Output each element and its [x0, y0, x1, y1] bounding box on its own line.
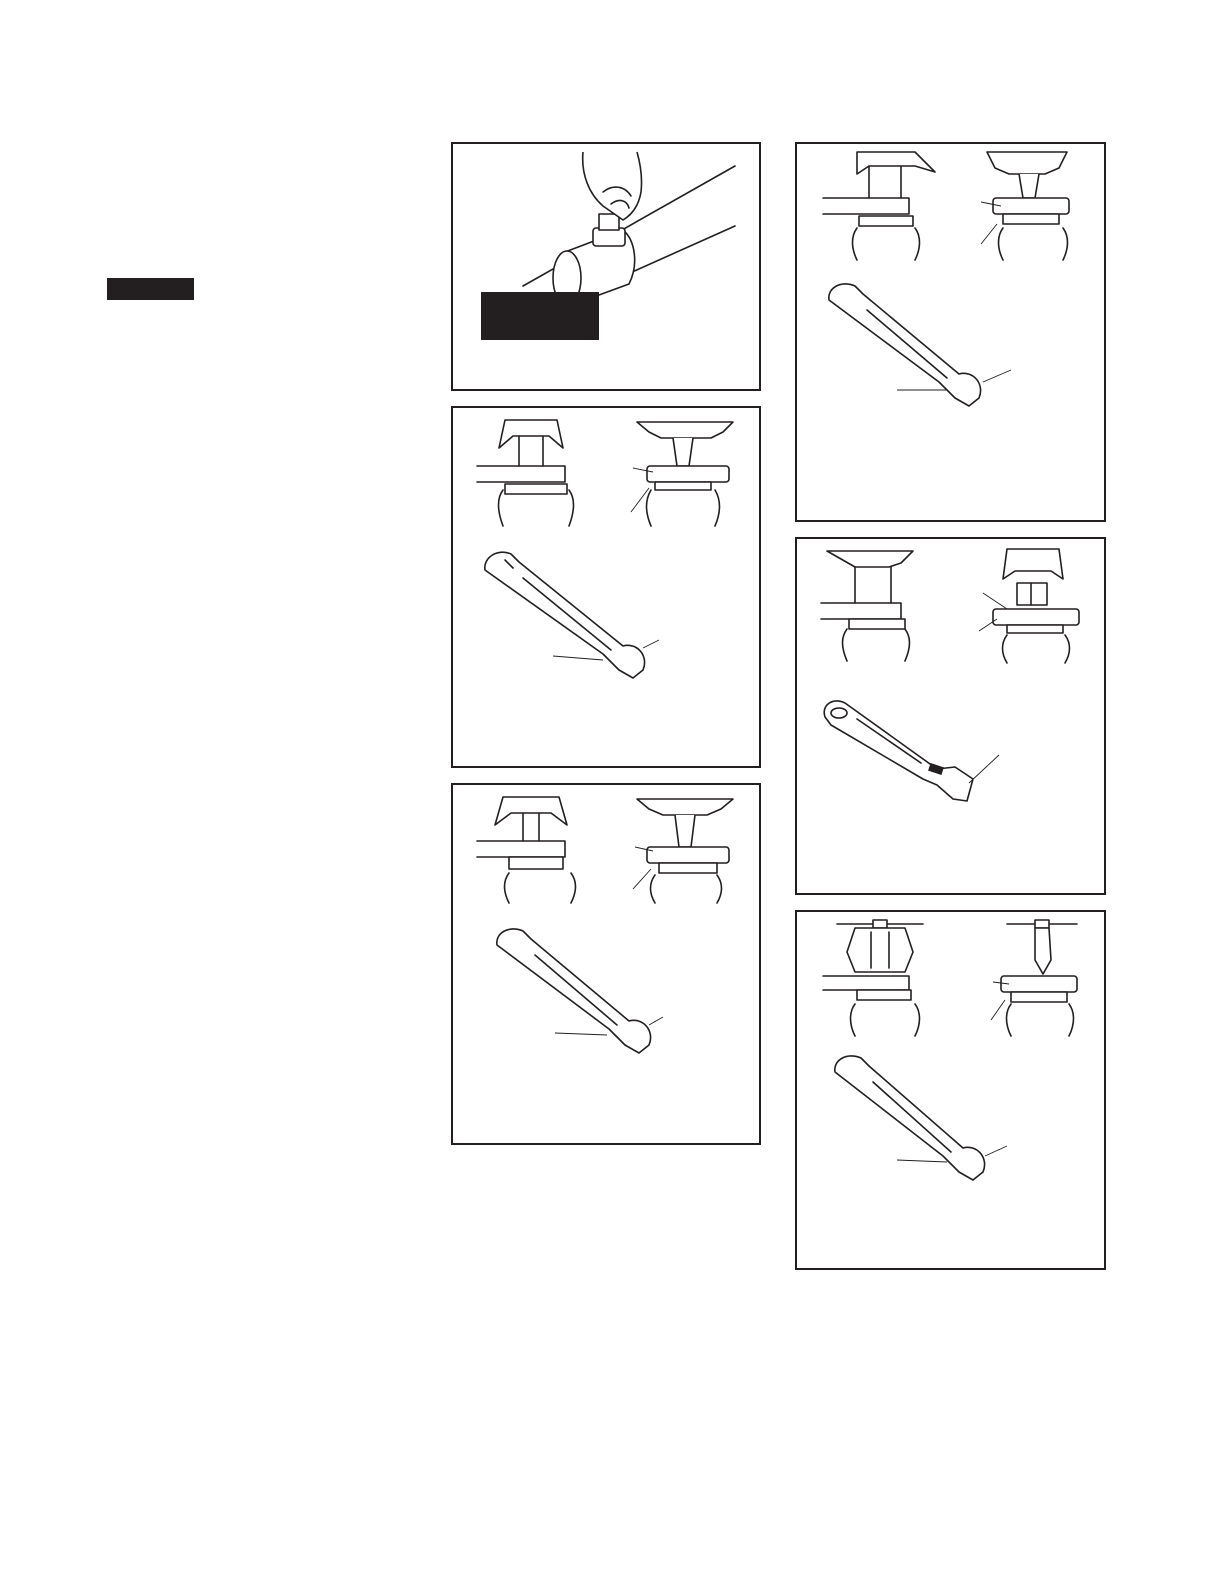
figure-valve-on-pipe: [451, 142, 761, 391]
sprinkler-head-icon: [823, 152, 935, 260]
sprinkler-head-icon-side: [991, 920, 1077, 1036]
adjustable-wrench-icon: [824, 701, 999, 801]
figure-sprinkler-e: [795, 910, 1106, 1270]
sprinkler-wrench-illustration-b: [453, 785, 759, 1143]
sprinkler-head-icon: [821, 551, 913, 661]
sprinkler-wrench-illustration-d: [797, 539, 1104, 893]
figure-sprinkler-b: [451, 783, 761, 1145]
open-end-wrench-icon: [835, 1056, 1007, 1180]
sprinkler-head-icon-side: [633, 799, 733, 903]
sprinkler-wrench-illustration-a: [453, 408, 759, 766]
sprinkler-head-icon: [823, 920, 923, 1036]
open-end-wrench-icon: [497, 929, 663, 1053]
valve-pipe-illustration: [453, 144, 759, 389]
sprinkler-head-icon: [477, 797, 576, 903]
sprinkler-wrench-illustration-e: [797, 912, 1104, 1268]
sprinkler-wrench-illustration-c: [797, 144, 1104, 520]
open-end-wrench-icon: [829, 284, 1011, 406]
figure-label-block: [481, 292, 599, 340]
sprinkler-head-icon-side: [981, 152, 1069, 260]
sprinkler-head-icon-side: [631, 422, 733, 526]
sprinkler-head-icon: [477, 420, 574, 526]
sprinkler-head-icon-side: [979, 549, 1079, 663]
hand-icon: [583, 152, 642, 220]
figure-sprinkler-a: [451, 406, 761, 768]
figure-sprinkler-d: [795, 537, 1106, 895]
figure-sprinkler-c: [795, 142, 1106, 522]
section-label-block: [107, 278, 194, 300]
open-end-wrench-icon: [485, 552, 659, 678]
